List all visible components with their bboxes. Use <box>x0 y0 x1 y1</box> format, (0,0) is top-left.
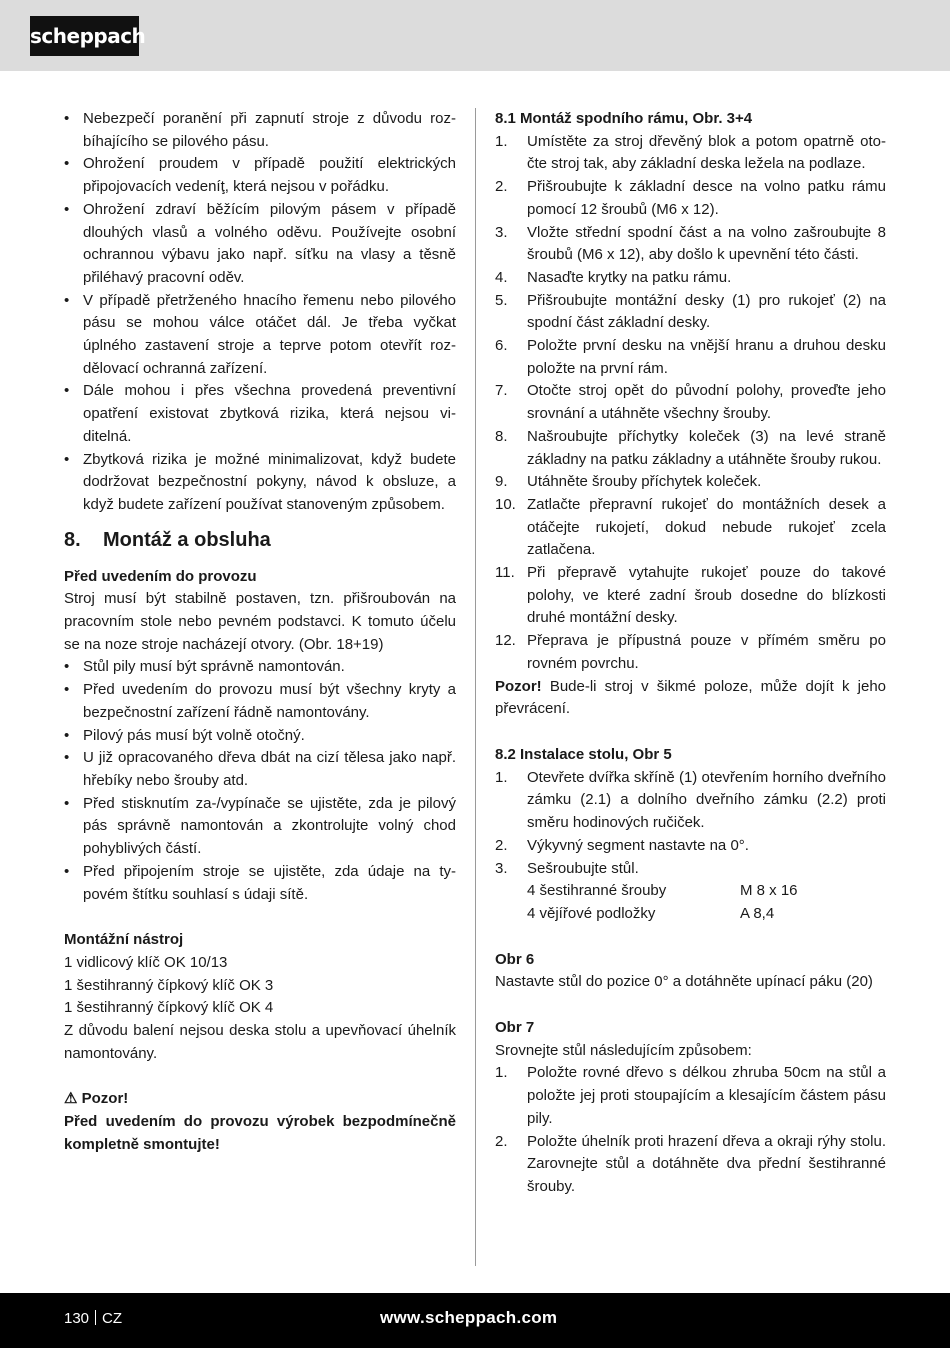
right-column <box>495 108 886 1199</box>
scheppach-logo: scheppach <box>30 16 139 56</box>
list-item: • Ohrožení proudem v případě použití elektrických připojovacích vedeníţ, která nejsou v pořádku. <box>64 155 456 196</box>
bullet-icon: • <box>64 749 70 767</box>
bullet-icon: • <box>64 658 70 676</box>
page-footer <box>0 1293 950 1348</box>
list-item: 11. Při přepravě vytahujte rukojeť pouze do takové polohy, ve které zadní šroub dosedne do blízkosti druhé montážní desky. <box>495 564 886 627</box>
list-item: 2. Výkyvný segment nastavte na 0°. <box>495 836 749 854</box>
section-8-2-heading: 8.2 Instalace stolu, Obr 5 <box>495 745 672 763</box>
list-item: • Nebezpečí poranění při zapnutí stroje z důvodu rozbíhajícího se pilového pásu. <box>64 110 456 150</box>
list-item: • Před připojením stroje se ujistěte, zda údaje na typovém štítku souhlasí s údaji sítě. <box>64 862 456 903</box>
page-header <box>0 0 950 71</box>
list-item: 4. Nasaďte krytky na patku rámu. <box>495 268 732 286</box>
bullet-icon: • <box>64 681 70 699</box>
warning-text: Před uvedením do provozu výrobek bezpodmínečně kompletně smontujte! <box>64 1113 456 1153</box>
caution-note: Pozor! Bude-li stroj v šikmé poloze, může dojít k jeho převrácení. <box>495 677 886 718</box>
bullet-icon: • <box>64 155 70 173</box>
list-item: 2. Přišroubujte k základní desce na volno patku rámu pomocí 12 šroubů (M6 x 12). <box>495 178 886 218</box>
list-item: 1. Položte rovné dřevo s délkou zhruba 50cm na stůl a položte jej proti stoupajícím a klesajícím částem pásu pily. <box>495 1064 886 1127</box>
warning-heading: ⚠ Pozor! <box>64 1090 129 1108</box>
bullet-icon: • <box>64 450 70 468</box>
tools-note: Z důvodu balení nejsou deska stolu a upevňovací úhelník namontovány. <box>64 1022 456 1062</box>
spec-row: 4 šestihranné šrouby M 8 x 16 <box>527 882 798 900</box>
bullet-icon: • <box>64 726 70 744</box>
obr6-heading: Obr 6 <box>495 950 535 968</box>
footer-separator <box>95 1310 96 1325</box>
tool-item: 1 šestihranný čípkový klíč OK 4 <box>64 999 274 1017</box>
obr6-text: Nastavte stůl do pozice 0° a dotáhněte upínací páku (20) <box>495 973 873 991</box>
list-item: 9. Utáhněte šrouby příchytek koleček. <box>495 473 762 491</box>
obr7-heading: Obr 7 <box>495 1019 535 1037</box>
left-column <box>64 108 456 1157</box>
list-item: 5. Přišroubujte montážní desky (1) pro rukojeť (2) na spodní část základní desky. <box>495 291 886 332</box>
list-item: 3. Sešroubujte stůl. <box>495 859 639 877</box>
website-url: www.scheppach.com <box>380 1308 558 1327</box>
list-item: 2. Položte úhelník proti hrazení dřeva a okraji rýhy stolu. Zarovnejte stůl a dotáhněte dva přední šestihranné šrouby. <box>495 1132 886 1195</box>
list-item: • Před uvedením do provozu musí být všechny kryty a bezpečnostní zařízení řádně namontovány. <box>64 681 456 721</box>
list-item: 1. Umístěte za stroj dřevěný blok a potom opatrně otočte stroj tak, aby základní deska ležela na podlaze. <box>495 132 886 173</box>
list-item: • Stůl pily musí být správně namontován. <box>64 656 456 679</box>
page-number: 130 CZ <box>64 1310 123 1327</box>
tool-item: 1 šestihranný čípkový klíč OK 3 <box>64 976 274 994</box>
list-item: 1. Otevřete dvířka skříně (1) otevřením horního dveřního zámku (2.1) a dolního dveřního zámku (2.2) proti směru hodinových ručiček. <box>495 768 886 832</box>
tools-heading: Montážní nástroj <box>64 931 184 949</box>
list-item: • Zbytková rizika je možné minimalizovat, když budete dodržovat bezpečnostní pokyny, návod k obsluze, a když budete zařízení používat stanoveným způsobem. <box>64 450 456 513</box>
tool-item: 1 vidlicový klíč OK 10/13 <box>64 953 228 971</box>
list-item: • V případě přetrženého hnacího řemenu nebo pilového pásu se mohou válce otáčet dál. Je třeba vyčkat úplného zastavení stroje a teprve potom otevřít rozdělovací ochranná zařízení. <box>64 291 456 377</box>
list-item: • Dále mohou i přes všechna provedená preventivní opatření existovat zbytková rizika, která nejsou viditelná. <box>64 382 456 445</box>
list-item: • Před stisknutím za-/vypínače se ujistěte, zda je pilový pás správně namontován a zkontrolujte volný chod pohyblivých částí. <box>64 794 456 858</box>
list-item: 8. Našroubujte příchytky koleček (3) na levé straně základny na patku základny a utáhněte šrouby rukou. <box>495 427 886 468</box>
bullet-icon: • <box>64 200 70 218</box>
before-operation-heading: Před uvedením do provozu <box>64 567 257 585</box>
list-item: 7. Otočte stroj opět do původní polohy, proveďte jeho srovnání a utáhněte všechny šrouby. <box>495 382 886 423</box>
bullet-icon: • <box>64 862 70 880</box>
spec-row: 4 vějířové podložky A 8,4 <box>527 904 775 922</box>
bullet-icon: • <box>64 291 70 309</box>
list-item: • Ohrožení zdraví běžícím pilovým pásem v případě dlouhých vlasů a volného oděvu. Používejte osobní ochrannou výbavu jako např. síťku na vlasy a těsně přiléhavý pracovní oděv. <box>64 200 456 286</box>
list-item: 10. Zatlačte přepravní rukojeť do montážních desek a otáčejte rukojetí, dokud nebude rukojeť zcela zatlačena. <box>495 495 886 559</box>
list-item: 12. Přeprava je přípustná pouze v přímém směru po rovném povrchu. <box>495 632 886 672</box>
column-divider <box>475 108 476 1266</box>
obr7-text: Srovnejte stůl následujícím způsobem: <box>495 1041 752 1059</box>
list-item: 6. Položte první desku na vnější hranu a druhou desku položte na první rám. <box>495 337 886 377</box>
list-item: • U již opracovaného dřeva dbát na cizí tělesa jako např. hřebíky nebo šrouby atd. <box>64 749 456 789</box>
list-item: 3. Vložte střední spodní část a na volno zašroubujte 8 šroubů (M6 x 12), aby došlo k upevnění této části. <box>495 223 886 264</box>
section-heading: 8. Montáž a obsluha <box>64 528 271 551</box>
bullet-icon: • <box>64 110 70 127</box>
section-8-1-heading: 8.1 Montáž spodního rámu, Obr. 3+4 <box>495 110 753 127</box>
bullet-icon: • <box>64 794 70 812</box>
bullet-icon: • <box>64 382 70 400</box>
before-operation-text: Stroj musí být stabilně postaven, tzn. přišroubován na pracovním stole nebo pevném podstavci. K tomuto účelu se na noze stroje nacházejí otvory. (Obr. 18+19) <box>64 590 456 653</box>
list-item: • Pilový pás musí být volně otočný. <box>64 725 456 748</box>
